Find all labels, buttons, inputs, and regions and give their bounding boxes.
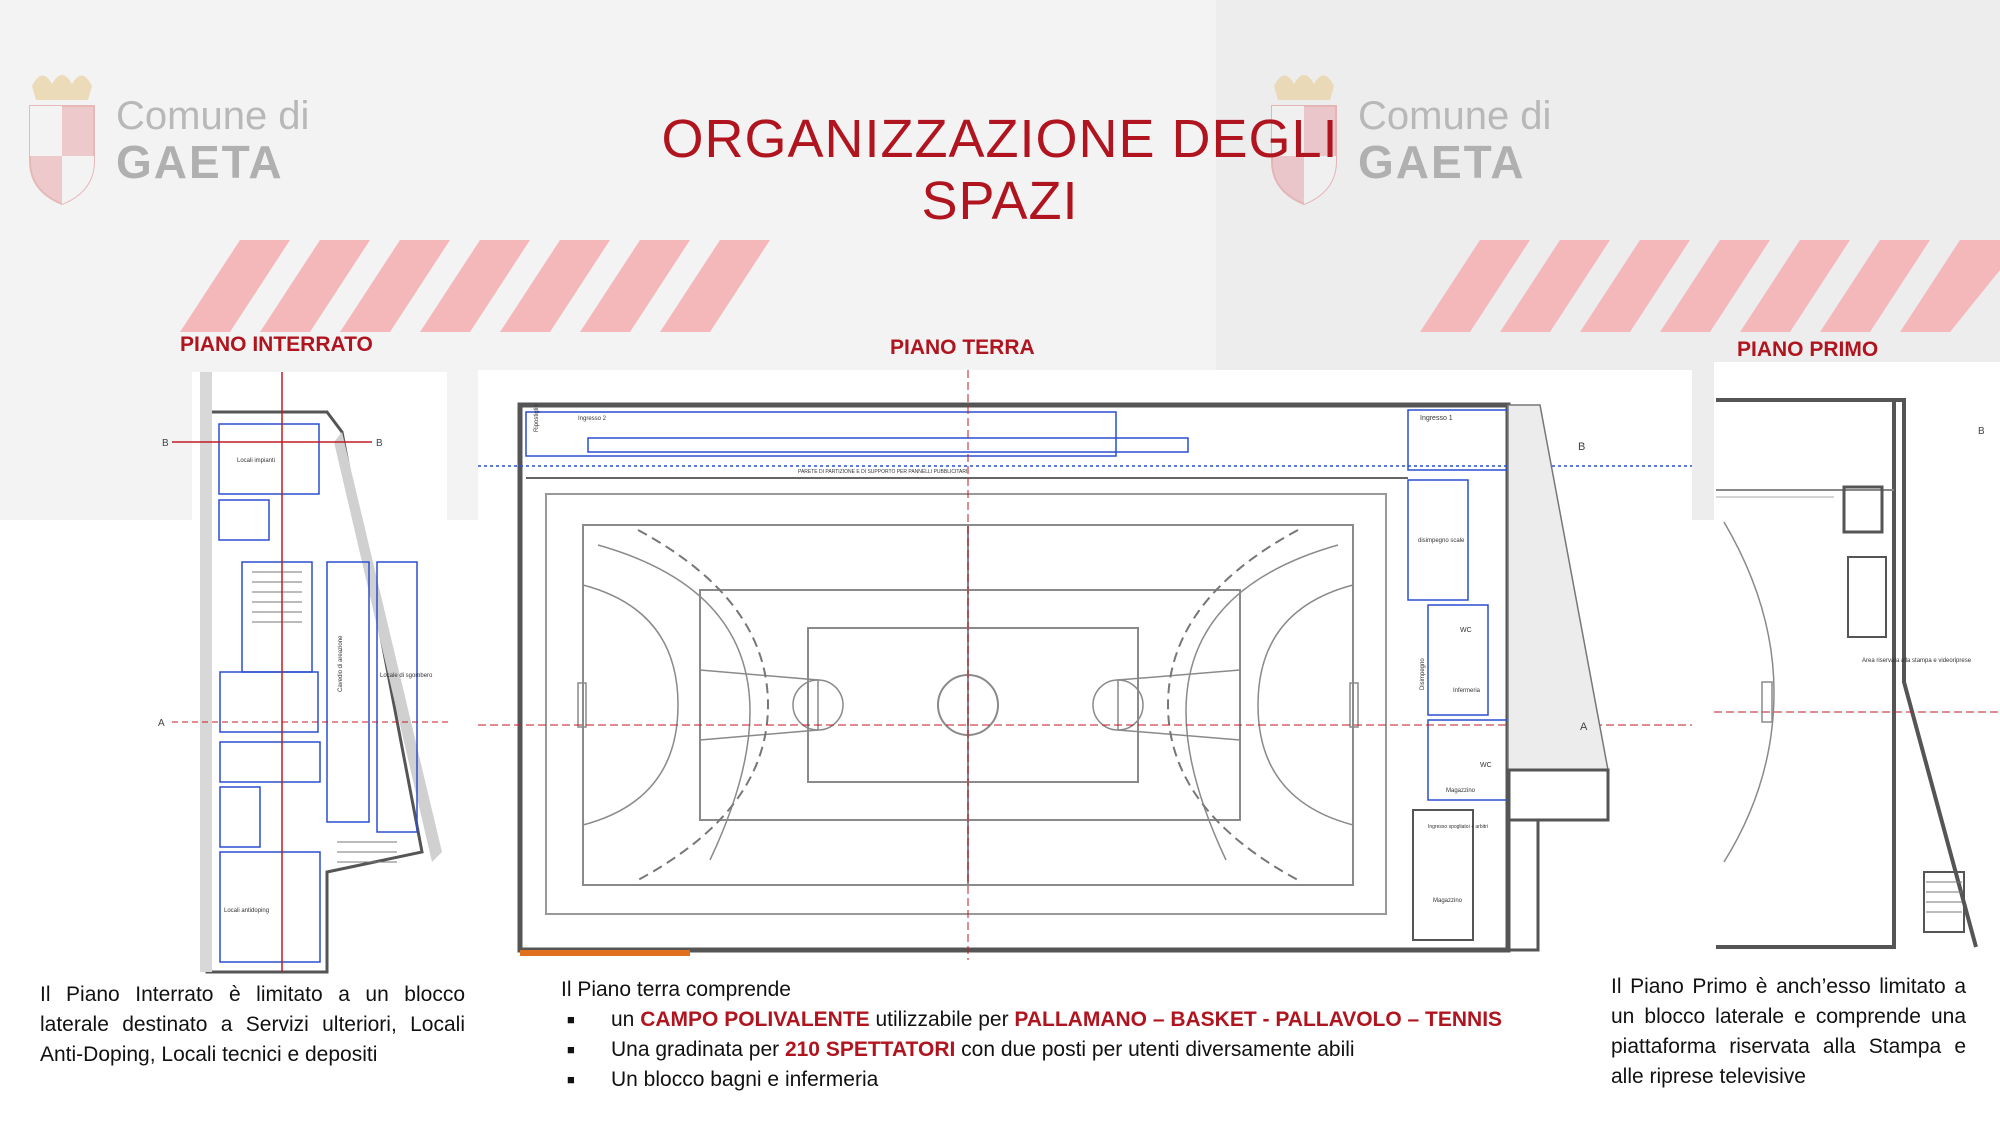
plan-label-locale-sgombero: Locale di sgombero — [380, 673, 433, 679]
description-piano-primo: Il Piano Primo è anch’esso limitato a un blocco laterale e comprende una piattaforma riservata alla Stampa e alle riprese televisive — [1611, 975, 1966, 1088]
list-item — [561, 1005, 1541, 1035]
plan-piano-interrato — [112, 372, 467, 982]
plan-label-disimpegno-scale: disimpegno scale — [1418, 538, 1465, 544]
plan-marker-b: B — [1978, 426, 1985, 437]
bullet-text: Un blocco bagni e infermeria — [611, 1068, 879, 1091]
bullet-text: utilizzabile per — [869, 1008, 1015, 1031]
plan-label-ingresso1: Ingresso 1 — [1420, 415, 1453, 422]
plan-label-ingresso-spogliatoi: Ingresso spogliatoi + arbitri — [1428, 824, 1488, 830]
plan-marker-b: B — [376, 438, 383, 449]
crest-icon — [22, 66, 102, 206]
plan-label-wc: WC — [1480, 762, 1492, 769]
bullet-text: Una gradinata per — [611, 1038, 785, 1061]
label-piano-primo: PIANO PRIMO — [1737, 338, 1879, 361]
list-item — [561, 1035, 1541, 1065]
logo-line2: GAETA — [116, 136, 284, 188]
plan-label-ingresso2: Ingresso 2 — [578, 416, 607, 422]
list-item — [561, 1065, 1541, 1095]
plan-label-cavedio: Cavedio di areazione — [338, 635, 344, 692]
bullet-text: con due posti per utenti diversamente abili — [955, 1038, 1355, 1061]
description-piano-terra — [561, 975, 1541, 1095]
piano-terra-intro: Il Piano terra comprende — [561, 978, 791, 1001]
plan-label-magazzino: Magazzino — [1446, 788, 1476, 794]
logo-line2: GAETA — [1358, 136, 1526, 188]
bullet-text: un — [611, 1008, 641, 1031]
bullet-highlight: PALLAMANO – BASKET - PALLAVOLO – TENNIS — [1014, 1008, 1503, 1031]
plan-marker-b: B — [162, 438, 169, 449]
plan-note-pareti: PARETE DI PARTIZIONE E DI SUPPORTO PER PANNELLI PUBBLICITARI — [798, 469, 968, 475]
piano-terra-bullet-list — [561, 1005, 1541, 1095]
plan-label-area-stampa: Area riservata alla stampa e videoriprese — [1862, 658, 1972, 664]
plan-label-locali-impianti: Locali impianti — [237, 458, 276, 464]
decorative-stripes-right — [1420, 240, 2000, 332]
plan-label-magazzino: Magazzino — [1433, 898, 1463, 904]
plan-marker-a: A — [1580, 721, 1588, 733]
plan-marker-b: B — [1578, 441, 1586, 453]
bullet-highlight: 210 SPETTATORI — [784, 1038, 956, 1061]
label-piano-terra: PIANO TERRA — [890, 336, 1035, 359]
plan-label-ripostiglio: Ripostiglio — [534, 404, 540, 432]
label-piano-interrato: PIANO INTERRATO — [180, 333, 373, 356]
plan-piano-terra — [478, 370, 1692, 960]
plan-label-wc: WC — [1460, 627, 1472, 634]
page-title: ORGANIZZAZIONE DEGLI SPAZI — [661, 109, 1339, 231]
plan-label-antidoping: Locali antidoping — [224, 908, 270, 914]
logo-text-left — [116, 94, 309, 186]
bullet-highlight: CAMPO POLIVALENTE — [640, 1008, 870, 1031]
plan-label-disimpegno: Disimpegno — [1420, 658, 1426, 690]
plan-piano-primo — [1714, 362, 2000, 962]
logo-line1: Comune di — [1358, 94, 1552, 138]
logo-line1: Comune di — [116, 94, 310, 138]
description-piano-interrato: Il Piano Interrato è limitato a un blocco laterale destinato a Servizi ulteriori, Locali Anti-Doping, Locali tecnici e depositi — [40, 983, 465, 1066]
plan-label-infermeria: Infermeria — [1453, 688, 1481, 694]
decorative-stripes-left — [180, 240, 800, 332]
plan-marker-a: A — [158, 718, 165, 729]
